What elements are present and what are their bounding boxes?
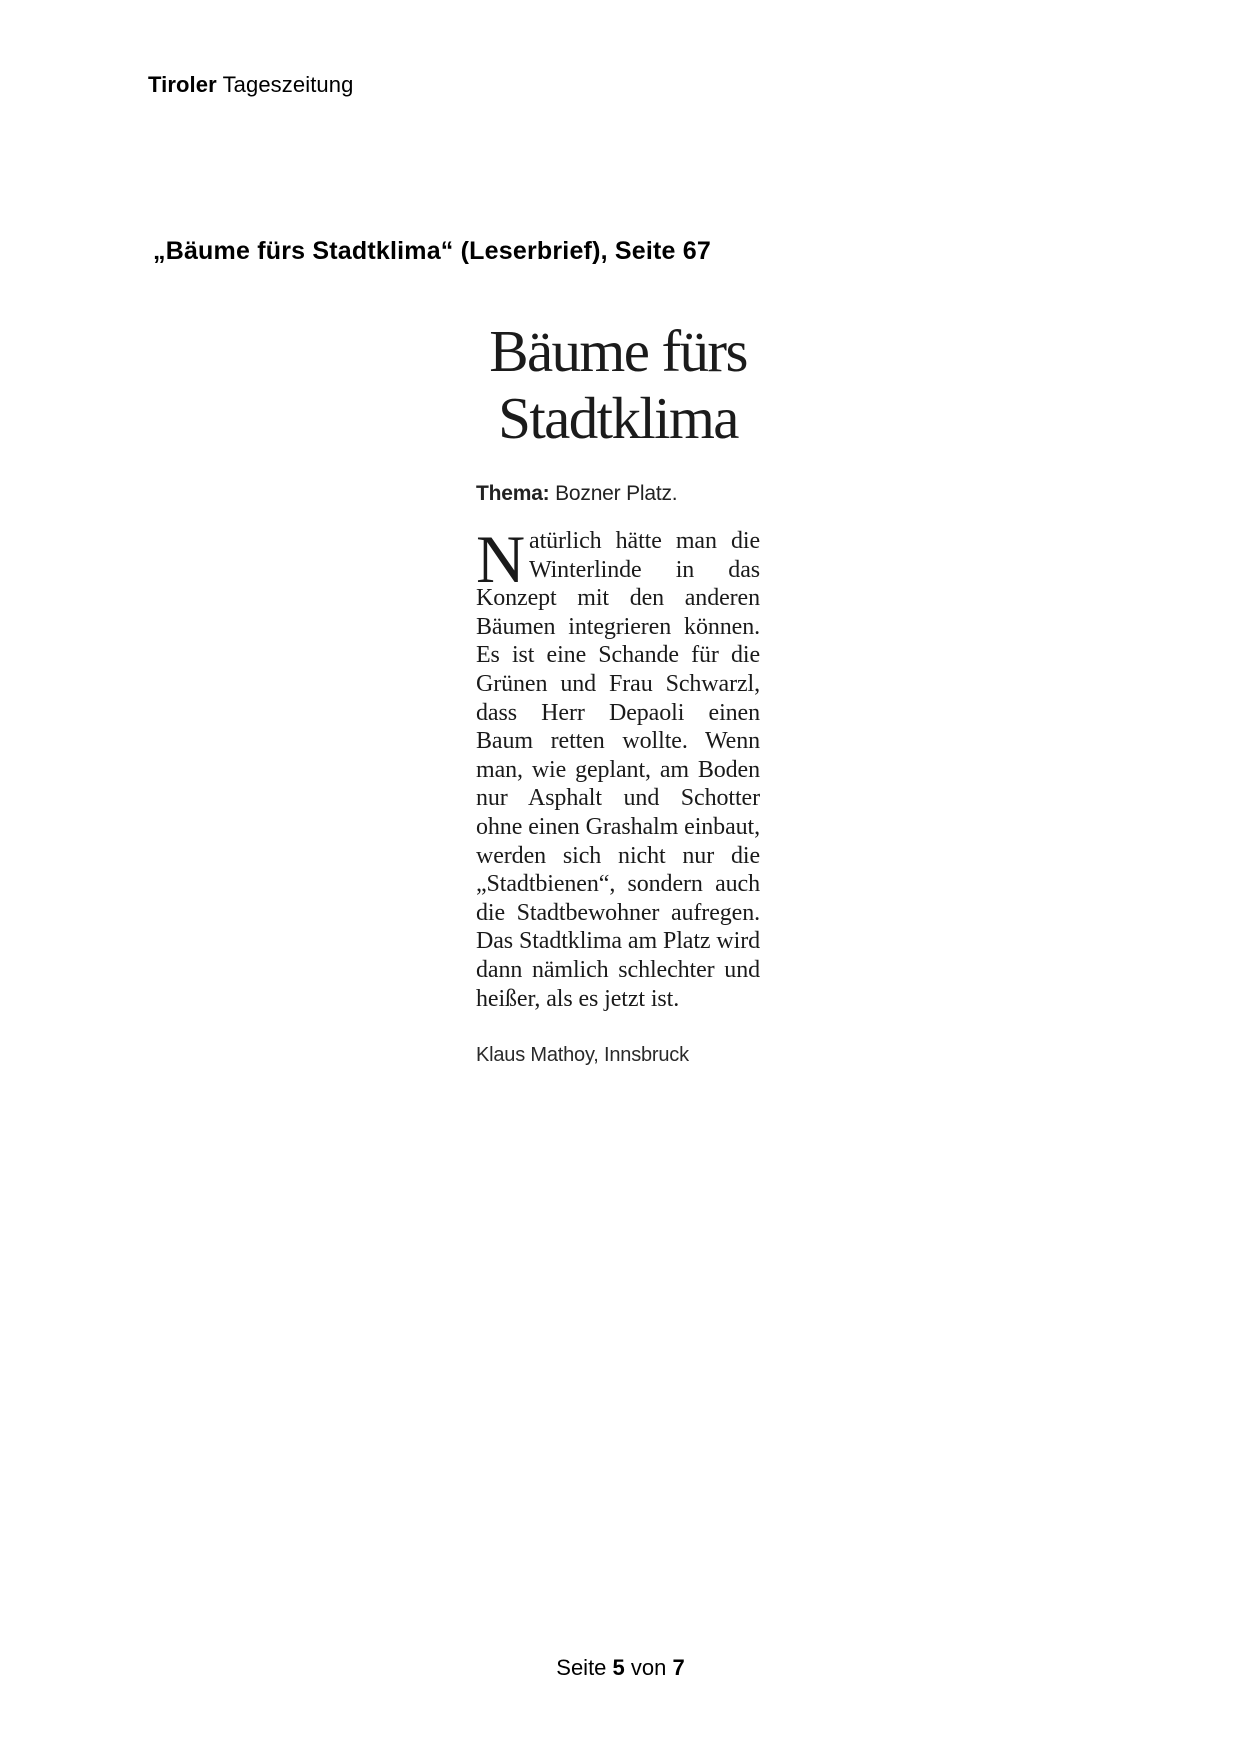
page-total: 7: [672, 1655, 685, 1680]
document-heading: „Bäume fürs Stadtklima“ (Leserbrief), Seite 67: [153, 237, 711, 265]
publication-name-rest: Tageszeitung: [216, 72, 354, 97]
page-word: Seite: [556, 1655, 613, 1680]
article-body-text: atürlich hätte man die Winterlinde in das Konzept mit den anderen Bäumen integrieren können. Es ist eine Schande für die Grünen und Frau Schwarzl, dass Herr Depaoli einen Baum retten wollte. Wenn man, wie geplant, am Boden nur Asphalt und Schotter ohne einen Grashalm einbaut, werden sich nicht nur die „Stadtbienen“, sondern auch die Stadtbewohner aufregen. Das Stadtklima am Platz wird dann nämlich schlechter und heißer, als es jetzt ist.: [476, 528, 760, 1012]
headline-line-1: Bäume fürs: [489, 318, 747, 384]
topic-value: Bozner Platz.: [549, 482, 678, 505]
article-clipping: [470, 318, 766, 1067]
publication-name-bold: Tiroler: [148, 72, 217, 97]
headline-line-2: Stadtklima: [498, 385, 738, 451]
topic-label: Thema:: [476, 482, 550, 505]
article-body: [470, 521, 766, 1013]
publication-name: [148, 72, 353, 98]
article-author: Klaus Mathoy, Innsbruck: [476, 1044, 689, 1067]
page-current: 5: [612, 1655, 625, 1680]
drop-cap: N: [476, 521, 526, 597]
article-topic: [470, 481, 766, 507]
page-of: von: [624, 1655, 673, 1680]
page-footer: [0, 1655, 1241, 1681]
article-headline: [470, 318, 766, 452]
